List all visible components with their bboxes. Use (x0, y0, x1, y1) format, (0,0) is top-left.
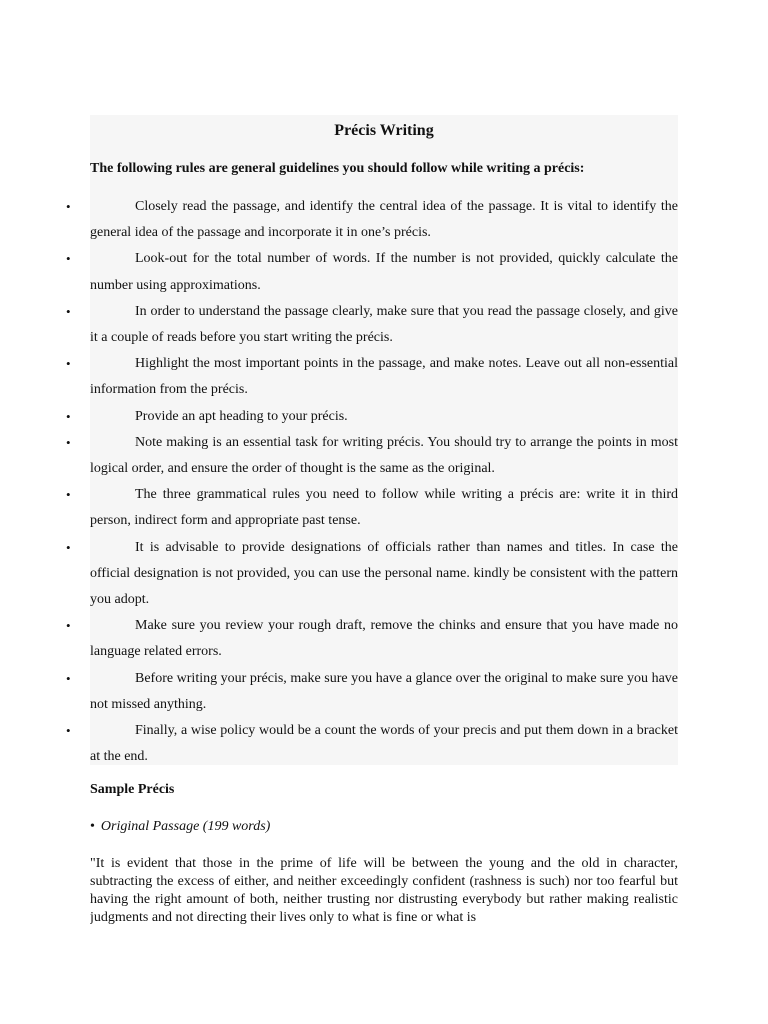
list-item (0, 246, 678, 298)
bullet-icon: • (66, 618, 71, 634)
list-item (0, 194, 678, 246)
sample-heading: Sample Précis (90, 782, 175, 797)
list-item (0, 299, 678, 351)
passage-text: "It is evident that those in the prime of life will be between the young and the old in character, subtracting the excess of either, and neither exceedingly confident (rashness is such) nor too fearful but having the right amount of both, neither trusting nor distrusting everybody but rather making realistic judgments and not directing their lives only to what is fine or what is (90, 856, 678, 925)
rule-text: In order to understand the passage clearly, make sure that you read the passage closely, and give it a couple of reads before you start writing the précis. (90, 303, 678, 346)
intro-text: The following rules are general guidelines you should follow while writing a précis: (90, 161, 585, 176)
list-item (0, 535, 678, 614)
original-passage-label: Original Passage (199 words) (100, 819, 271, 834)
list-item (0, 666, 678, 718)
page-title: Précis Writing (334, 122, 434, 139)
rule-text: Finally, a wise policy would be a count the words of your precis and put them down in a bracket at the end. (90, 723, 678, 765)
bullet-icon: • (66, 539, 71, 555)
bullet-icon: • (66, 723, 71, 739)
bullet-icon: • (90, 819, 95, 834)
list-item (0, 482, 678, 534)
bullet-icon: • (66, 670, 71, 686)
list-item (0, 404, 678, 430)
bullet-icon: • (66, 487, 71, 503)
rule-text: It is advisable to provide designations of officials rather than names and titles. In case the official designation is not provided, you can use the personal name. kindly be consistent with the pattern you adopt. (90, 539, 678, 608)
rule-text: Note making is an essential task for writing précis. You should try to arrange the points in most logical order, and ensure the order of thought is the same as the original. (90, 434, 678, 477)
rule-text: The three grammatical rules you need to follow while writing a précis are: write it in third person, indirect form and appropriate past tense. (90, 487, 678, 529)
bullet-icon: • (66, 199, 71, 214)
rule-text: Provide an apt heading to your précis. (135, 408, 348, 424)
list-item (0, 613, 678, 665)
bullet-icon: • (66, 434, 71, 450)
list-item (0, 718, 678, 770)
rule-text: Look-out for the total number of words. If the number is not provided, quickly calculate the number using approximations. (90, 251, 678, 293)
bullet-icon: • (66, 251, 71, 267)
rule-text: Highlight the most important points in the passage, and make notes. Leave out all non-essential information from the précis. (90, 356, 678, 398)
bullet-icon: • (66, 356, 71, 372)
bullet-icon: • (66, 303, 71, 319)
rules-list (0, 194, 768, 770)
rule-text: Make sure you review your rough draft, remove the chinks and ensure that you have made no language related errors. (90, 618, 678, 660)
bullet-icon: • (66, 408, 71, 424)
original-passage-label-row (90, 819, 270, 835)
rule-text: Before writing your précis, make sure you have a glance over the original to make sure you have not missed anything. (90, 670, 678, 712)
list-item (0, 351, 678, 403)
list-item (0, 430, 678, 482)
rule-text: Closely read the passage, and identify the central idea of the passage. It is vital to identify the general idea of the passage and incorporate it in one’s précis. (90, 199, 678, 241)
